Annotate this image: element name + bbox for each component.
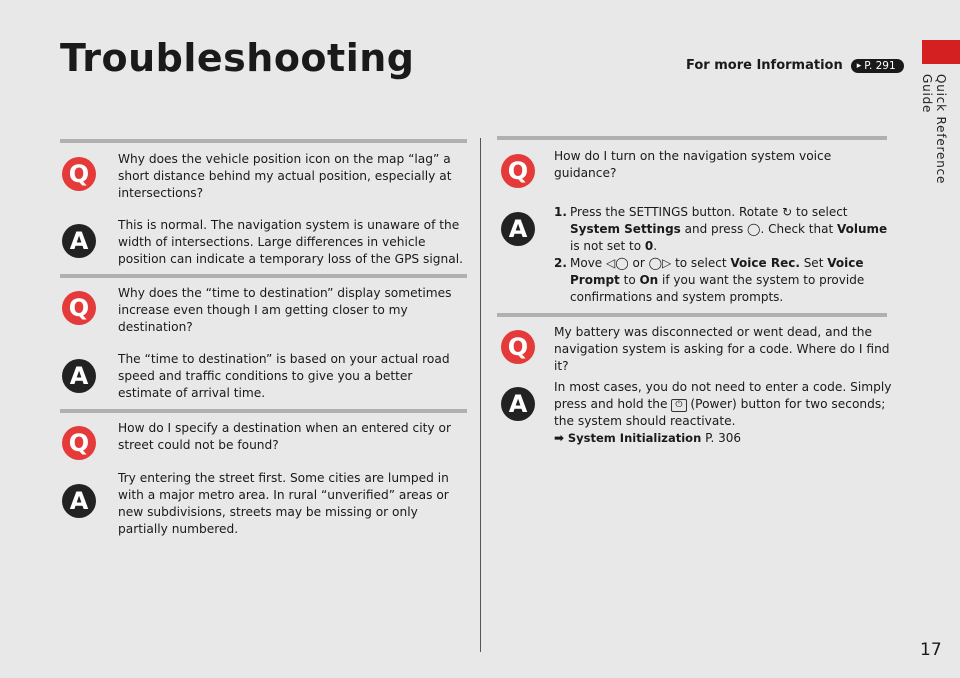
qa-block-battery xyxy=(497,317,892,457)
question-text: How do I turn on the navigation system voice guidance? xyxy=(554,149,832,180)
more-info-label: For more Information xyxy=(686,58,843,73)
qa-block-2 xyxy=(60,278,467,409)
question-text: Why does the vehicle position icon on the map “lag” a short distance behind my actual position, especially at intersections? xyxy=(118,152,452,200)
qa-block-3 xyxy=(60,413,467,553)
answer-step-2 xyxy=(554,255,897,306)
question-icon: Q xyxy=(62,157,96,191)
answer-text: The “time to destination” is based on your actual road speed and traffic conditions to give you a better estimate of arrival time. xyxy=(118,352,450,400)
answer-icon: A xyxy=(62,224,96,258)
reference-label: System Initialization xyxy=(567,431,702,445)
qa-block-voice xyxy=(497,140,887,313)
rotate-dial-icon: ↻ xyxy=(782,205,793,219)
question-icon: Q xyxy=(501,330,535,364)
move-right-icon: ◯▷ xyxy=(648,256,672,270)
move-left-icon: ◁◯ xyxy=(606,256,629,270)
more-info-reference xyxy=(686,58,904,73)
answer-icon: A xyxy=(501,212,535,246)
answer-text: In most cases, you do not need to enter a code. Simply press and hold the ⏻ (Power) button for two seconds; the system should reactivate. ➡ System Initialization P. 306 xyxy=(554,379,899,447)
answer-icon: A xyxy=(62,359,96,393)
left-qa-column xyxy=(60,139,467,553)
question-text: My battery was disconnected or went dead, and the navigation system is asking for a code. Where do I find it? xyxy=(554,325,890,373)
question-text: How do I specify a destination when an entered city or street could not be found? xyxy=(118,421,451,452)
question-icon: Q xyxy=(501,154,535,188)
qa-block-1 xyxy=(60,143,467,274)
reference-arrow-icon: ➡ xyxy=(554,431,565,445)
answer-text: Try entering the street first. Some cities are lumped in with a major metro area. In rural “unverified” areas or new subdivisions, streets may be missing or only partially numbered. xyxy=(118,471,449,536)
step-number: 2. xyxy=(554,256,567,270)
answer-step-1 xyxy=(554,204,897,255)
arrow-right-icon: ▸ xyxy=(856,60,862,71)
column-divider xyxy=(480,138,481,652)
cross-reference[interactable] xyxy=(554,430,899,447)
power-button-icon: ⏻ xyxy=(671,399,686,412)
answer-icon: A xyxy=(62,484,96,518)
section-tab-marker xyxy=(922,40,960,64)
page-title: Troubleshooting xyxy=(60,36,415,80)
section-side-label: Quick Reference Guide xyxy=(920,74,948,185)
answer-steps xyxy=(554,204,897,306)
step-number: 1. xyxy=(554,205,567,219)
reference-page: P. 306 xyxy=(705,431,742,445)
right-qa-column xyxy=(497,136,892,457)
question-icon: Q xyxy=(62,291,96,325)
question-text: Why does the “time to destination” display sometimes increase even though I am getting closer to my destination? xyxy=(118,286,452,334)
answer-text: This is normal. The navigation system is unaware of the width of intersections. Large differences in vehicle position can indicate a temporary loss of the GPS signal. xyxy=(118,218,463,266)
step-text: Press the SETTINGS button. Rotate ↻ to select System Settings and press ◯. Check that Volume is not set to 0. xyxy=(570,205,888,253)
page-reference-text: P. 291 xyxy=(864,59,896,72)
press-dial-icon: ◯ xyxy=(747,222,761,236)
page-number: 17 xyxy=(920,640,942,660)
step-text: Move ◁◯ or ◯▷ to select Voice Rec. Set Voice Prompt to On if you want the system to provide confirmations and system prompts. xyxy=(570,256,865,304)
page-reference-link[interactable] xyxy=(851,59,904,73)
answer-icon: A xyxy=(501,387,535,421)
question-icon: Q xyxy=(62,426,96,460)
